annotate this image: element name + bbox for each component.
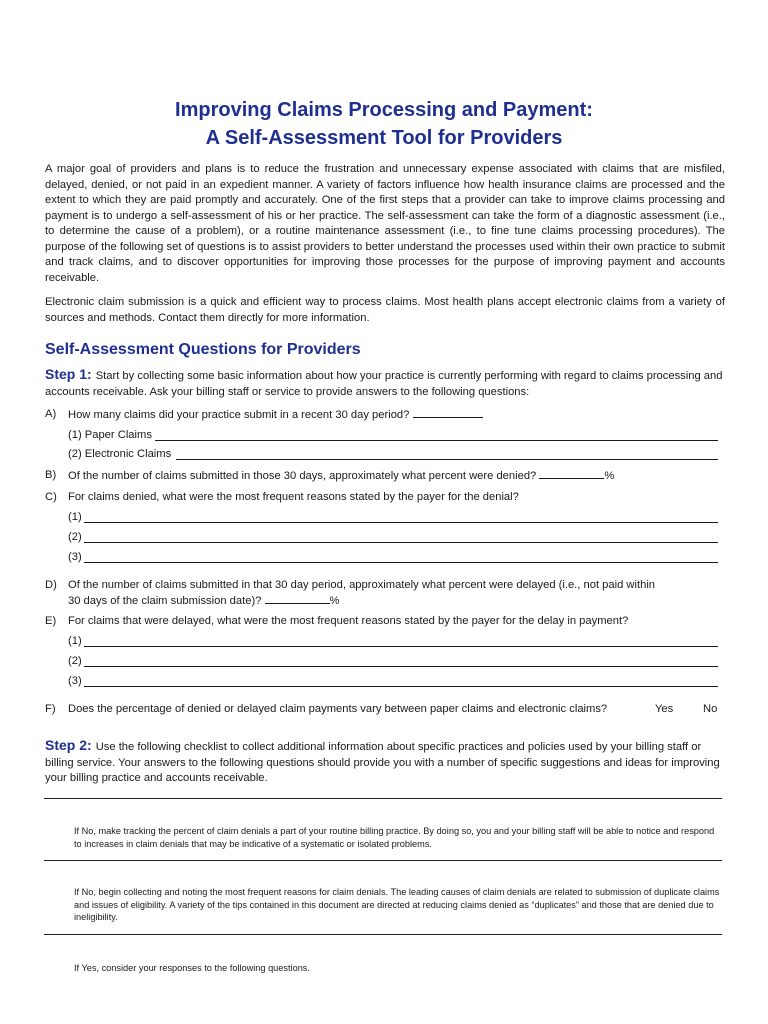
question-d-blank[interactable] [265, 593, 330, 604]
divider-2 [44, 860, 722, 861]
question-c-text: For claims denied, what were the most frequent reasons stated by the payer for the denial? [68, 491, 519, 503]
note-1: If No, make tracking the percent of claim denials a part of your routine billing practice. By doing so, you and your billing staff will be able to notice and respond to increases in claim denials that may be indicative of a systematic or isolated problems. [74, 826, 715, 849]
document-title-line-2: A Self-Assessment Tool for Providers [205, 127, 563, 149]
step-1 [45, 367, 725, 400]
question-d-text-1: Of the number of claims submitted in that 30 day period, approximately what percent were delayed (i.e., not paid within [68, 579, 656, 591]
question-d-letter: D) [45, 579, 57, 591]
question-d-text-2: 30 days of the claim submission date)? % [68, 595, 340, 607]
e1-label: (1) [68, 635, 82, 647]
step-1-text: Start by collecting some basic information about how your practice is currently performing with regard to claims processing and accounts receivable. Ask your billing staff or service to provide answers to the following questions: [45, 370, 723, 398]
question-b-blank[interactable] [539, 468, 604, 479]
question-f-letter: F) [45, 703, 56, 715]
question-b-letter: B) [45, 469, 57, 481]
c2-label: (2) [68, 531, 82, 543]
e2-label: (2) [68, 655, 82, 667]
e1-blank[interactable] [84, 636, 718, 647]
question-a-text: How many claims did your practice submit in a recent 30 day period? [68, 407, 483, 423]
question-b-text: Of the number of claims submitted in those 30 days, approximately what percent were denied? % [68, 470, 615, 482]
c1-label: (1) [68, 511, 82, 523]
e3-label: (3) [68, 675, 82, 687]
e3-blank[interactable] [84, 676, 718, 687]
c2-blank[interactable] [84, 532, 718, 543]
c3-blank[interactable] [84, 552, 718, 563]
question-a-blank[interactable] [413, 407, 483, 418]
section-heading: Self-Assessment Questions for Providers [45, 341, 361, 358]
electronic-claims-blank[interactable] [176, 449, 718, 460]
step-2-label: Step 2: [45, 737, 92, 753]
step-2 [45, 738, 725, 787]
c3-label: (3) [68, 551, 82, 563]
note-2: If No, begin collecting and noting the most frequent reasons for claim denials. The leading causes of claim denials are related to submission of duplicate claims and issues of eligibility. A variety of the tips contained in this document are directed at reducing claims denied as “duplicates” and those that are denied due to ineligibility. [74, 887, 720, 922]
step-1-label: Step 1: [45, 366, 92, 382]
question-e-letter: E) [45, 615, 57, 627]
answer-no-option[interactable]: No [703, 703, 718, 715]
question-e-text: For claims that were delayed, what were the most frequent reasons stated by the payer for the delay in payment? [68, 615, 629, 627]
document-title-line-1: Improving Claims Processing and Payment: [175, 99, 593, 121]
question-c-letter: C) [45, 491, 57, 503]
divider-3 [44, 934, 722, 935]
question-f-text: Does the percentage of denied or delayed claim payments vary between paper claims and electronic claims? [68, 703, 608, 715]
paper-claims-blank[interactable] [155, 430, 718, 441]
question-a-letter: A) [45, 408, 57, 420]
step-2-text: Use the following checklist to collect additional information about specific practices and policies used by your billing staff or billing service. Your answers to the following questions should provide you with a number of specific suggestions and ideas for improving your billing practice and accounts receivable. [45, 741, 720, 784]
paper-claims-label: (1) Paper Claims [68, 429, 152, 441]
electronic-claims-paragraph: Electronic claim submission is a quick and efficient way to process claims. Most health plans accept electronic claims from a variety of sources and methods. Contact them directly for more information. [45, 296, 725, 324]
divider-1 [44, 798, 722, 799]
e2-blank[interactable] [84, 656, 718, 667]
answer-yes-option[interactable]: Yes [655, 703, 674, 715]
electronic-claims-label: (2) Electronic Claims [68, 448, 172, 460]
intro-paragraph: A major goal of providers and plans is to reduce the frustration and unnecessary expense associated with claims that are misfiled, delayed, denied, or not paid in an expedient manner. A variety of factors influence how health insurance claims are processed and the extent to which they are paid promptly and accurately. One of the first steps that a provider can take to improve claims processing and payment is to undergo a self-assessment of his or her practice. The self-assessment can take the form of a diagnostic assessment (i.e., to determine the cause of a problem), or a routine maintenance assessment (i.e., to fine tune claims processing procedures). The purpose of the following set of questions is to assist providers to better understand the processes used within their own practice to submit and track claims, and to discover opportunities for improving those processes for the purpose of improving payment and accounts receivable. [45, 163, 725, 284]
note-3: If Yes, consider your responses to the following questions. [74, 963, 310, 973]
c1-blank[interactable] [84, 512, 718, 523]
